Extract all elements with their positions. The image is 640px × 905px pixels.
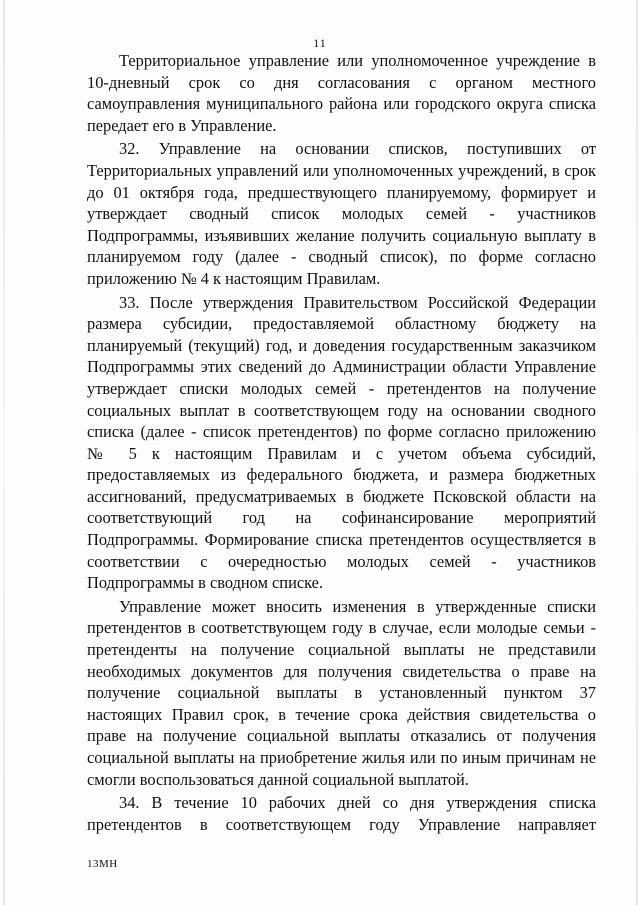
scan-edge-right [636,0,638,905]
paragraph-34: 34. В течение 10 рабочих дней со дня утверждения списка претендентов в соответствующем году Управление направляет [87,793,596,834]
page-number: 11 [313,36,327,50]
document-body [87,50,596,837]
paragraph-33: 33. После утверждения Правительством Российской Федерации размера субсидии, предоставляемой областному бюджету на планируемый (текущий) год, и доведения государственным заказчиком Подпрограммы этих сведений до Администрации области Управление утверждает списки молодых семей - претендентов на получение социальных выплат в соответствующем году на основании сводного списка (далее - список претендентов) по форме согласно приложению № 5 к настоящим Правилам и с учетом объема субсидий, предоставляемых из федерального бюджета, и размера бюджетных ассигнований, предусматриваемых в бюджете Псковской области на соответствующий год на софинансирование мероприятий Подпрограммы. Формирование списка претендентов осуществляется в соответствии с очередностью молодых семей - участников Подпрограммы в сводном списке. [87,292,596,593]
paragraph-list-changes: Управление может вносить изменения в утвержденные списки претендентов в соответствующем году в случае, если молодые семьи - претенденты на получение социальной выплаты не представили необходимых документов для получения свидетельства о праве на получение социальной выплаты в установленный пунктом 37 настоящих Правил срок, в течение срока действия свидетельства о праве на получение социальной выплаты отказались от получения социальной выплаты на приобретение жилья или по иным причинам не смогли воспользоваться данной социальной выплатой. [87,596,596,789]
paragraph-32: 32. Управление на основании списков, поступивших от Территориальных управлений или уполномоченных учреждений, в срок до 01 октября года, предшествующего планируемому, формирует и утверждает сводный список молодых семей - участников Подпрограммы, изъявивших желание получить социальную выплату в планируемом году (далее - сводный список), по форме согласно приложению № 4 к настоящим Правилам. [87,139,596,288]
scan-edge-left [3,0,5,905]
footer-code: 13МН [87,858,118,870]
paragraph-territorial-office: Территориальное управление или уполномоченное учреждение в 10-дневный срок со дня согласования с органом местного самоуправления муниципального района или городского округа списка передает его в Управление. [87,51,596,135]
